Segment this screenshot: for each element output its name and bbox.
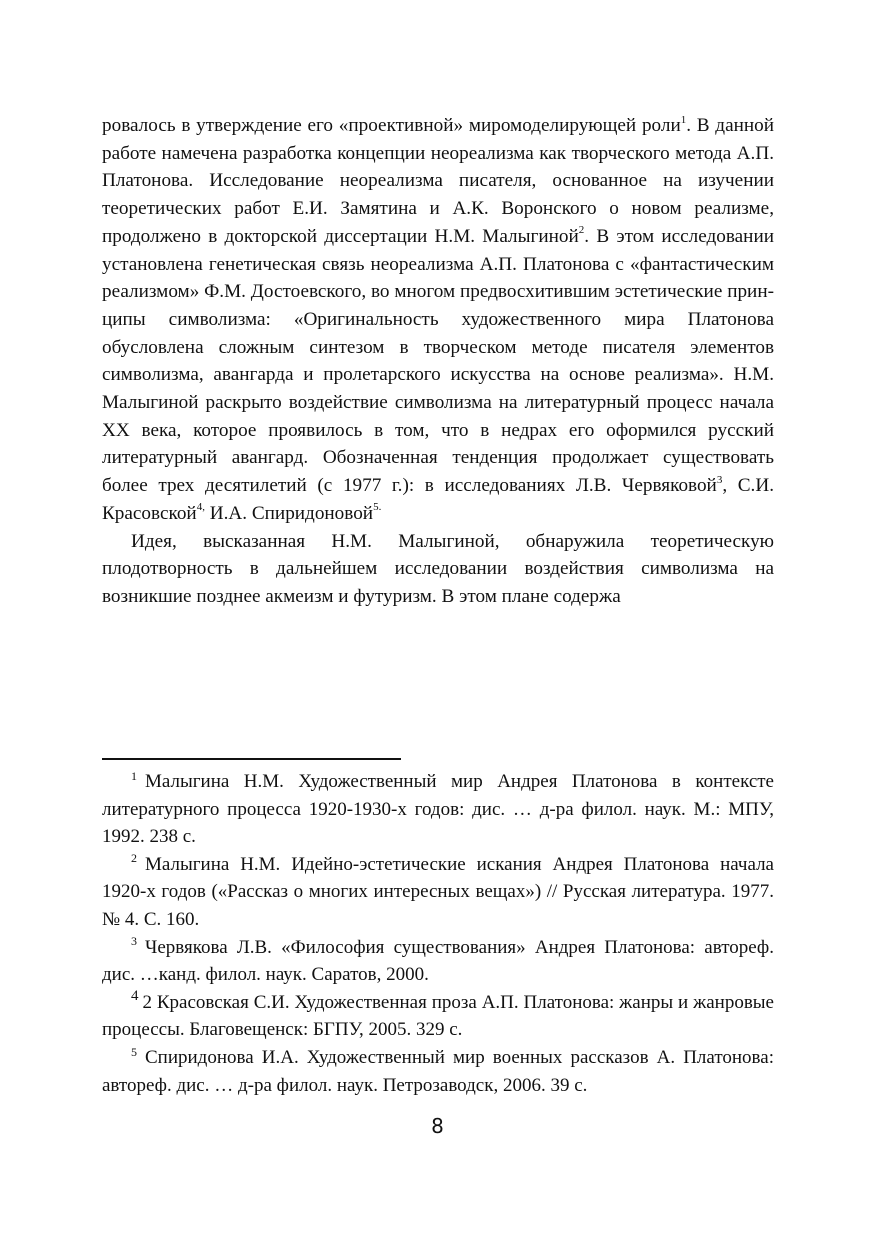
paragraph-2: Идея, высказанная Н.М. Малыгиной, обнаружила теоретическую плодотворность в дальнейшем исследовании воздействия символизма на возникшие позднее акмеизм и футуризм. В этом плане содержа	[102, 530, 774, 607]
footnote-1	[102, 768, 774, 851]
footnote-mark: 4	[131, 988, 139, 1005]
footnote-mark: 5	[131, 1044, 137, 1059]
footnote-mark: 1	[131, 768, 137, 783]
footnote-text: Малыгина Н.М. Идейно-эстетические искания Андрея Платонова начала 1920-х годов («Рассказ о многих интересных вещах») // Русская литература. 1977. № 4. С. 160.	[102, 853, 774, 930]
footnote-ref-2[interactable]: 2	[578, 224, 585, 237]
footnotes	[102, 768, 774, 1099]
paragraph-1: ровалось в утверждение его «проективной» миромоделирующей роли$^1$. В данной работе намечена разработка концепции неореализма как творческого метода А.П. Платонова. Исследование неореализма писателя, основанное на изучении теоретических работ Е.И. Замятина и А.К. Воронского о новом реализме, продолжено в докторской диссертации Н.М. Малыгиной$^2$. В этом исследовании установлена генетическая связь неореализма А.П. Платонова с «фантастическим реализмом» Ф.М. Достоевского, во многом предвосхитившим эстетические принципы символизма: «Оригинальность художественного мира Платонова обусловлена сложным синтезом в творческом методе писателя элементов символизма, авангарда и пролетарского искусства на основе реализма». Н.М. Малыгиной раскрыто воздействие символизма на литературный процесс начала XX века, которое проявилось в том, что в недрах его оформился русский литературный авангард. Обозначенная тенденция продолжает существовать более трех десятилетий (с 1977 г.): в исследованиях Л.В. Червяковой$^3$, С.И. Красовской$^{4,}$ И.А. Спиридоновой$^{5.}$	[102, 113, 774, 524]
footnote-mark: 3	[131, 934, 137, 949]
footnote-text: 2 Красовская С.И. Художественная проза А.П. Платонова: жанры и жанровые процессы. Благовещенск: БГПУ, 2005. 329 с.	[102, 991, 774, 1041]
footnote-ref-5[interactable]: 5.	[373, 501, 382, 514]
footnote-mark: 2	[131, 851, 137, 866]
footnote-4	[102, 989, 774, 1044]
footnote-5	[102, 1044, 774, 1099]
footnote-separator	[102, 758, 401, 760]
footnote-text: Малыгина Н.М. Художественный мир Андрея Платонова в контексте литературного процесса 1920-1930-х годов: дис. … д-ра филол. наук. М.: МПУ, 1992. 238 с.	[102, 771, 774, 848]
footnote-ref-4[interactable]: 4,	[196, 501, 205, 514]
footnote-2	[102, 851, 774, 934]
page-number: 8	[431, 1114, 444, 1138]
footnote-ref-1[interactable]: 1	[680, 113, 687, 126]
footnote-text: Спиридонова И.А. Художественный мир военных рассказов А. Платонова: автореф. дис. … д-ра филол. наук. Петрозаводск, 2006. 39 с.	[102, 1046, 774, 1096]
footnote-ref-3[interactable]: 3	[716, 473, 723, 486]
footnote-text: Червякова Л.В. «Философия существования» Андрея Платонова: автореф. дис. …канд. филол. наук. Саратов, 2000.	[102, 936, 774, 986]
main-text	[102, 112, 774, 611]
footnote-3	[102, 934, 774, 989]
